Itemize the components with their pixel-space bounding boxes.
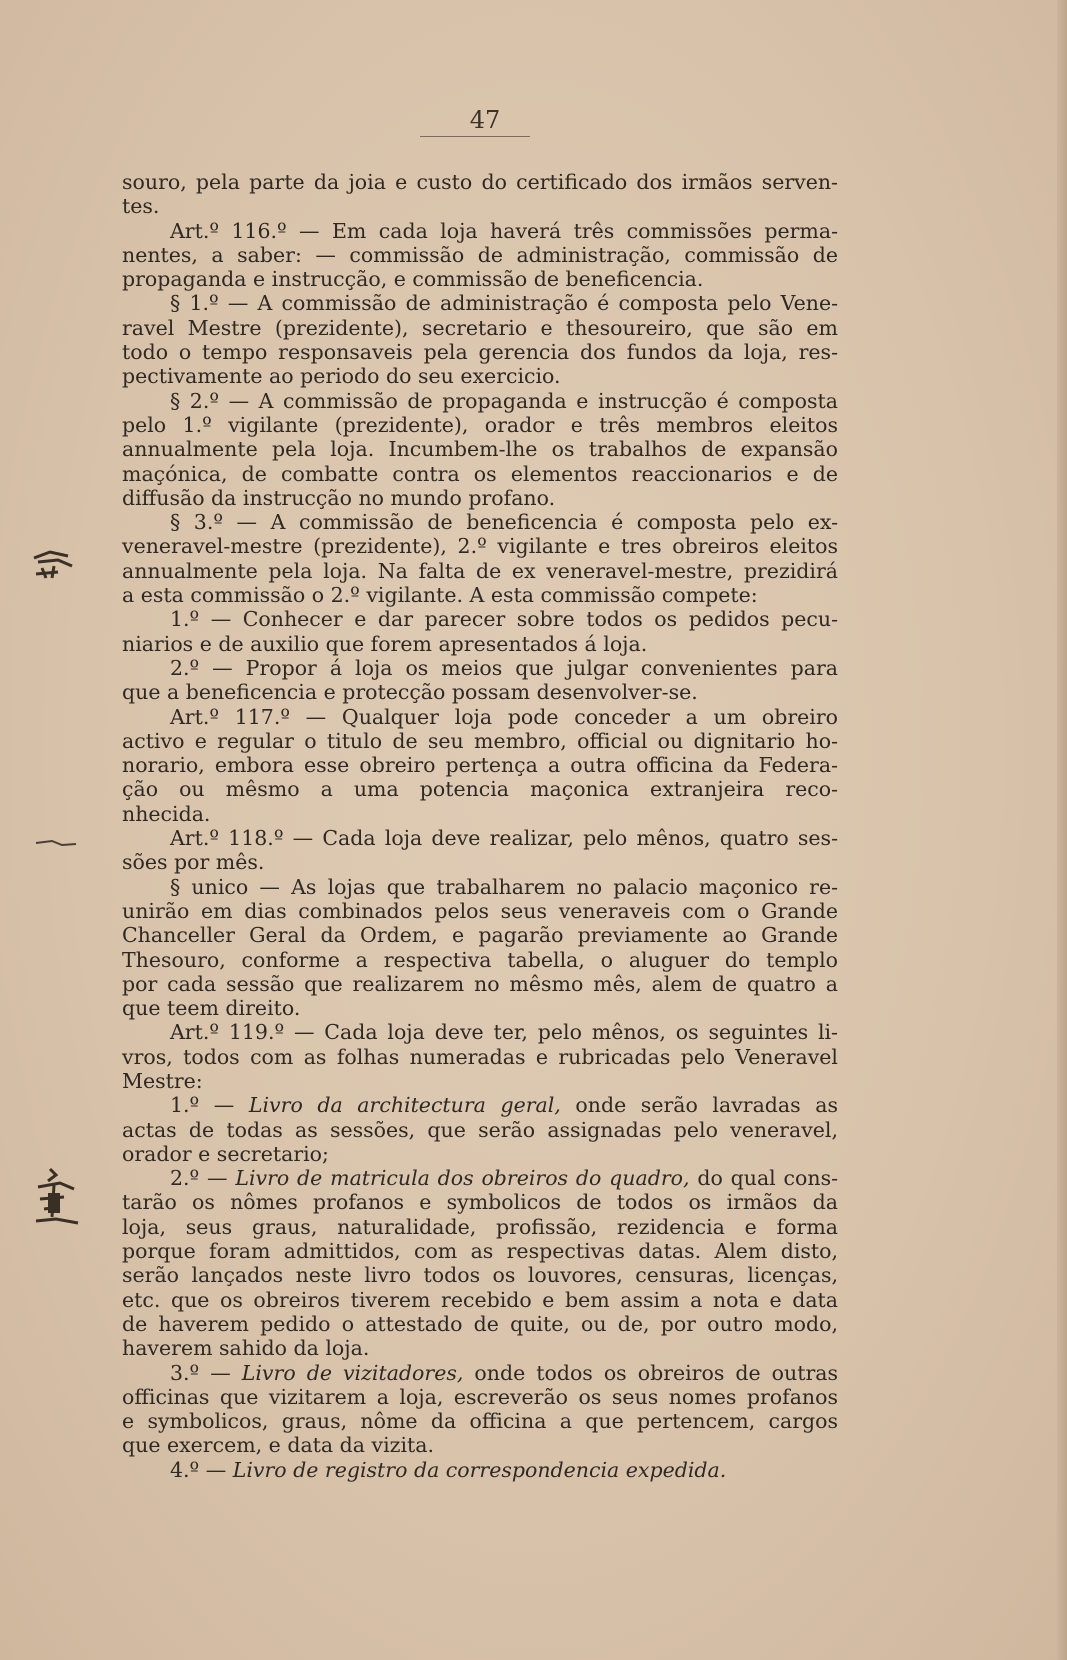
text-line xyxy=(122,1409,838,1433)
text-line-content: que a beneficencia e protecção possam desenvolver-se. xyxy=(122,680,698,705)
text-line xyxy=(122,340,838,364)
book-title-italic: Livro de registro da correspondencia expedida. xyxy=(232,1457,727,1482)
text-line-content: officinas que vizitarem a loja, escreverão os seus nomes profanos xyxy=(122,1384,838,1409)
text-line xyxy=(122,972,838,996)
text-line-content: maçónica, de combatte contra os elementos reaccionarios e de xyxy=(122,461,838,486)
text-line-content: activo e regular o titulo de seu membro, official ou dignitario ho- xyxy=(122,728,838,753)
text-line xyxy=(122,1190,838,1214)
text-line xyxy=(122,632,838,656)
text-line xyxy=(122,1142,838,1166)
text-line xyxy=(122,1093,838,1117)
text-line-content: que exercem, e data da vizita. xyxy=(122,1433,434,1458)
text-line xyxy=(122,462,838,486)
text-line xyxy=(122,1288,838,1312)
text-line xyxy=(122,1045,838,1069)
text-line-content: Art.º 116.º — Em cada loja haverá três commissões perma- xyxy=(170,218,838,243)
text-line xyxy=(122,1385,838,1409)
text-line-content: Mestre: xyxy=(122,1068,203,1093)
text-line-content: porque foram admittidos, com as respectivas datas. Alem disto, xyxy=(122,1239,838,1264)
text-line-content: Art.º 117.º — Qualquer loja pode conceder a um obreiro xyxy=(170,704,838,729)
text-line-content: nentes, a saber: — commissão de administração, commissão de xyxy=(122,242,838,267)
text-line xyxy=(122,1433,838,1457)
text-line-content: nhecida. xyxy=(122,801,211,826)
text-line-content: que teem direito. xyxy=(122,996,301,1021)
text-line xyxy=(122,1361,838,1385)
text-line-content: ravel Mestre (prezidente), secretario e thesoureiro, que são em xyxy=(122,315,838,340)
body-text xyxy=(122,170,838,1482)
text-line xyxy=(122,583,838,607)
text-line xyxy=(122,243,838,267)
text-line-content: de haverem pedido o attestado de quite, ou de, por outro modo, xyxy=(122,1311,838,1336)
text-line-content: niarios e de auxilio que forem apresentados á loja. xyxy=(122,631,648,656)
text-line-content: 4.º — xyxy=(170,1457,233,1482)
text-line-content: 1.º — Conhecer e dar parecer sobre todos os pedidos pecu- xyxy=(170,607,838,632)
text-line xyxy=(122,948,838,972)
text-line-content: souro, pela parte da joia e custo do certificado dos irmãos serven- xyxy=(122,170,838,194)
text-line-content: por cada sessão que realizarem no mêsmo mês, alem de quatro a xyxy=(122,971,838,996)
text-line xyxy=(122,899,838,923)
book-title-italic: Livro da architectura geral, xyxy=(248,1093,561,1118)
text-line-content: haverem sahido da loja. xyxy=(122,1336,370,1361)
text-line-content: a esta commissão o 2.º vigilante. A esta commissão compete: xyxy=(122,583,758,608)
text-line xyxy=(122,389,838,413)
text-line-content: § 3.º — A commissão de beneficencia é composta pelo ex- xyxy=(170,510,838,535)
text-line xyxy=(122,316,838,340)
page-number-rule xyxy=(420,136,530,137)
text-line-content: § 2.º — A commissão de propaganda e instrucção é composta xyxy=(170,388,838,413)
text-line xyxy=(122,291,838,315)
text-line xyxy=(122,1458,838,1482)
text-line-content: Thesouro, conforme a respectiva tabella, o aluguer do templo xyxy=(122,947,838,972)
text-line-content: vros, todos com as folhas numeradas e rubricadas pelo Veneravel xyxy=(122,1044,838,1069)
text-line-rest: onde todos os obreiros de outras xyxy=(463,1360,838,1385)
text-line-content: veneravel-mestre (prezidente), 2.º vigilante e tres obreiros eleitos xyxy=(122,534,838,559)
text-line xyxy=(122,996,838,1020)
book-title-italic: Livro de vizitadores, xyxy=(241,1360,464,1385)
text-line-content: 3.º — xyxy=(170,1360,242,1385)
text-line-content: 1.º — xyxy=(170,1093,249,1118)
text-line xyxy=(122,1263,838,1287)
margin-ink-mark xyxy=(32,835,80,851)
text-line xyxy=(122,802,838,826)
text-line xyxy=(122,170,838,194)
text-line xyxy=(122,194,838,218)
text-line xyxy=(122,656,838,680)
text-line-content: sões por mês. xyxy=(122,850,265,875)
text-line xyxy=(122,1166,838,1190)
text-line xyxy=(122,1215,838,1239)
text-line-content: Art.º 118.º — Cada loja deve realizar, pelo mênos, quatro ses- xyxy=(170,826,838,851)
text-line xyxy=(122,1118,838,1142)
text-line-content: pectivamente ao periodo do seu exercicio. xyxy=(122,364,561,389)
text-line-content: Chanceller Geral da Ordem, e pagarão previamente ao Grande xyxy=(122,923,838,948)
text-line-content: ção ou mêsmo a uma potencia maçonica extranjeira reco- xyxy=(122,777,838,802)
text-line xyxy=(122,753,838,777)
text-line-content: propaganda e instrucção, e commissão de beneficencia. xyxy=(122,267,704,292)
text-line-content: todo o tempo responsaveis pela gerencia dos fundos da loja, res- xyxy=(122,340,838,365)
text-line-content: § 1.º — A commissão de administração é composta pelo Vene- xyxy=(170,291,838,316)
text-line-content: annualmente pela loja. Incumbem-lhe os trabalhos de expansão xyxy=(122,437,838,462)
page-edge xyxy=(1057,0,1067,1660)
text-line xyxy=(122,1336,838,1360)
text-line-content: § unico — As lojas que trabalharem no palacio maçonico re- xyxy=(170,874,838,899)
text-line xyxy=(122,1239,838,1263)
text-line-content: tes. xyxy=(122,194,160,219)
text-line xyxy=(122,875,838,899)
book-title-italic: Livro de matricula dos obreiros do quadro, xyxy=(235,1166,690,1191)
text-line-content: loja, seus graus, naturalidade, profissão, rezidencia e forma xyxy=(122,1214,838,1239)
text-line xyxy=(122,534,838,558)
text-line-rest: do qual cons- xyxy=(689,1166,839,1191)
page-number: 47 xyxy=(469,106,501,134)
text-line xyxy=(122,680,838,704)
text-line xyxy=(122,559,838,583)
text-line-content: diffusão da instrucção no mundo profano. xyxy=(122,485,556,510)
text-line xyxy=(122,364,838,388)
text-line-rest: onde serão lavradas as xyxy=(560,1093,838,1118)
text-line xyxy=(122,777,838,801)
text-line-content: unirão em dias combinados pelos seus veneraveis com o Grande xyxy=(122,898,838,923)
text-line-content: tarão os nômes profanos e symbolicos de todos os irmãos da xyxy=(122,1190,838,1215)
text-line-content: Art.º 119.º — Cada loja deve ter, pelo mênos, os seguintes li- xyxy=(170,1020,838,1045)
text-line-content: actas de todas as sessões, que serão assignadas pelo veneravel, xyxy=(122,1117,838,1142)
text-line-content: orador e secretario; xyxy=(122,1141,329,1166)
text-line-content: norario, embora esse obreiro pertença a outra officina da Federa- xyxy=(122,753,838,778)
text-line xyxy=(122,413,838,437)
text-line xyxy=(122,850,838,874)
text-line-content: 2.º — Propor á loja os meios que julgar convenientes para xyxy=(170,655,838,680)
text-line xyxy=(122,267,838,291)
text-line xyxy=(122,826,838,850)
text-line-content: pelo 1.º vigilante (prezidente), orador e três membros eleitos xyxy=(122,412,838,437)
text-line xyxy=(122,1312,838,1336)
text-line xyxy=(122,607,838,631)
text-line-content: 2.º — xyxy=(170,1166,236,1191)
text-line-content: annualmente pela loja. Na falta de ex veneravel-mestre, prezidirá xyxy=(122,558,838,583)
text-line xyxy=(122,705,838,729)
text-line-content: e symbolicos, graus, nôme da officina a que pertencem, cargos xyxy=(122,1409,838,1434)
text-line xyxy=(122,486,838,510)
text-line xyxy=(122,923,838,947)
text-line xyxy=(122,510,838,534)
text-line xyxy=(122,1020,838,1044)
text-line-content: etc. que os obreiros tiverem recebido e bem assim a nota e data xyxy=(122,1287,838,1312)
text-line xyxy=(122,1069,838,1093)
text-line xyxy=(122,729,838,753)
text-line xyxy=(122,219,838,243)
text-line xyxy=(122,437,838,461)
margin-ink-mark xyxy=(28,548,76,580)
text-line-content: serão lançados neste livro todos os louvores, censuras, licenças, xyxy=(122,1263,838,1288)
margin-ink-mark xyxy=(30,1165,84,1229)
